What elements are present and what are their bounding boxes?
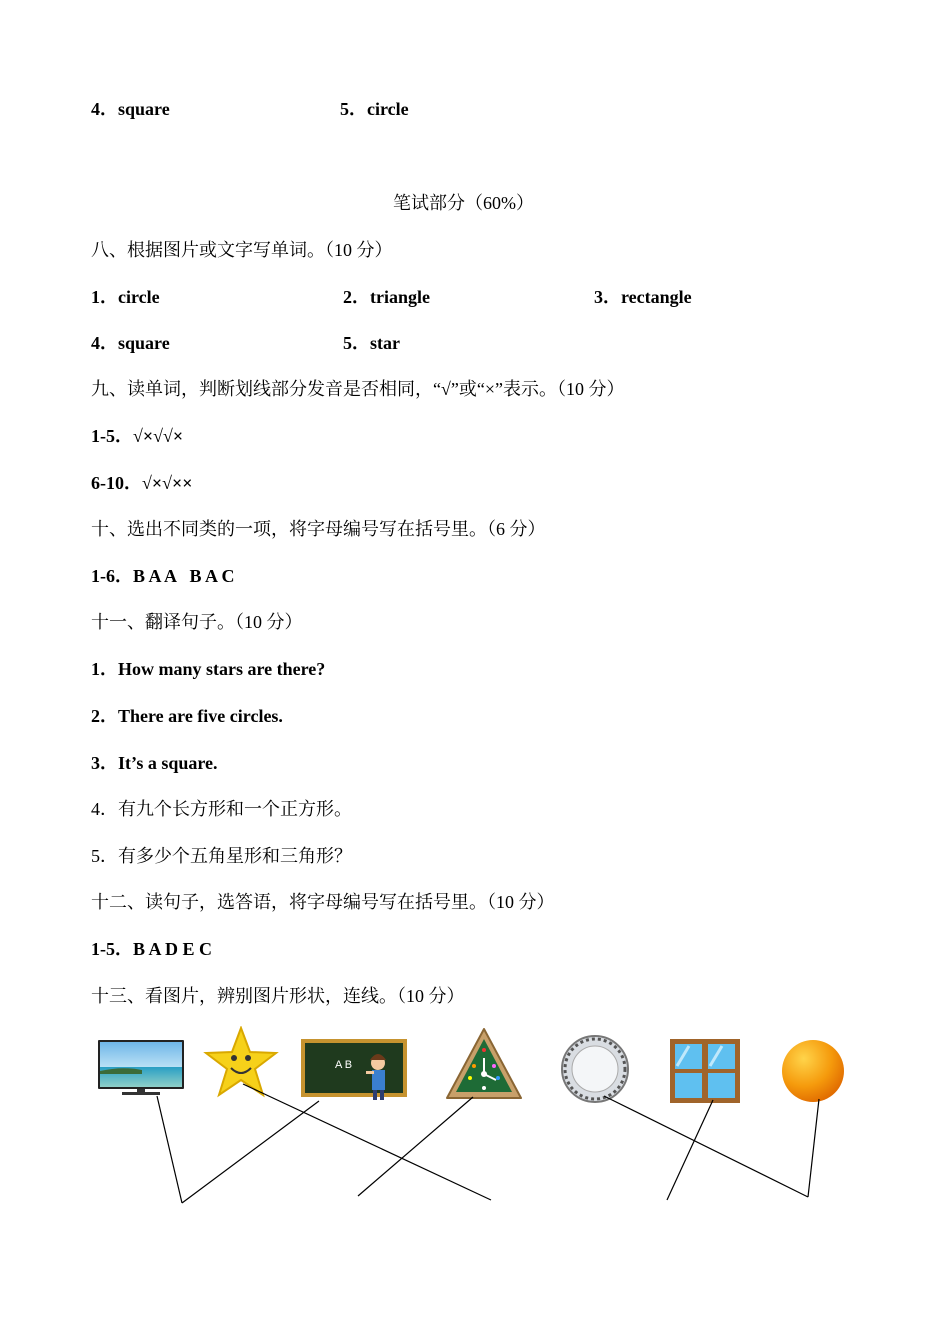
section-12-answer: 1-5．B A D E C [91, 939, 213, 959]
section-8-answer-2: 2．triangle [343, 287, 430, 307]
section-9-heading: 九、读单词，判断划线部分发音是否相同，“√”或“×”表示。（10 分） [91, 379, 625, 399]
section-8-answer-5: 5．star [343, 333, 400, 353]
section-8-answer-3: 3．rectangle [594, 287, 692, 307]
board-letters: A B [335, 1059, 353, 1071]
section-10-heading: 十、选出不同类的一项，将字母编号写在括号里。（6 分） [91, 519, 546, 539]
section-8-answer-4: 4．square [91, 333, 170, 353]
line-star [243, 1084, 491, 1200]
line-tv [157, 1096, 182, 1203]
section-11-answer-3: 3．It’s a square. [91, 753, 218, 773]
section-10-answer: 1-6．B A A B A C [91, 566, 235, 586]
section-11-answer-4: 4．有九个长方形和一个正方形。 [91, 799, 352, 819]
line-orange [808, 1099, 819, 1197]
line-plate [604, 1096, 808, 1197]
top-answer-4: 4．square [91, 99, 170, 119]
section-8-heading: 八、根据图片或文字写单词。（10 分） [91, 240, 393, 260]
section-8-answer-1: 1．circle [91, 287, 160, 307]
written-part-title: 笔试部分（60%） [393, 193, 534, 213]
section-9-answer-2: 6-10．√×√×× [91, 473, 193, 493]
top-answer-5: 5．circle [340, 99, 409, 119]
section-11-answer-1: 1．How many stars are there? [91, 659, 326, 679]
section-11-answer-5: 5．有多少个五角星形和三角形？ [91, 846, 352, 866]
section-9-answer-1: 1-5．√×√√× [91, 426, 184, 446]
section-11-answer-2: 2．There are five circles. [91, 706, 283, 726]
section-12-heading: 十二、读句子，选答语，将字母编号写在括号里。（10 分） [91, 892, 555, 912]
section-13-heading: 十三、看图片，辨别图片形状，连线。（10 分） [91, 986, 465, 1006]
section-11-heading: 十一、翻译句子。（10 分） [91, 612, 303, 632]
line-window [667, 1100, 713, 1200]
line-blackboard [182, 1101, 319, 1203]
